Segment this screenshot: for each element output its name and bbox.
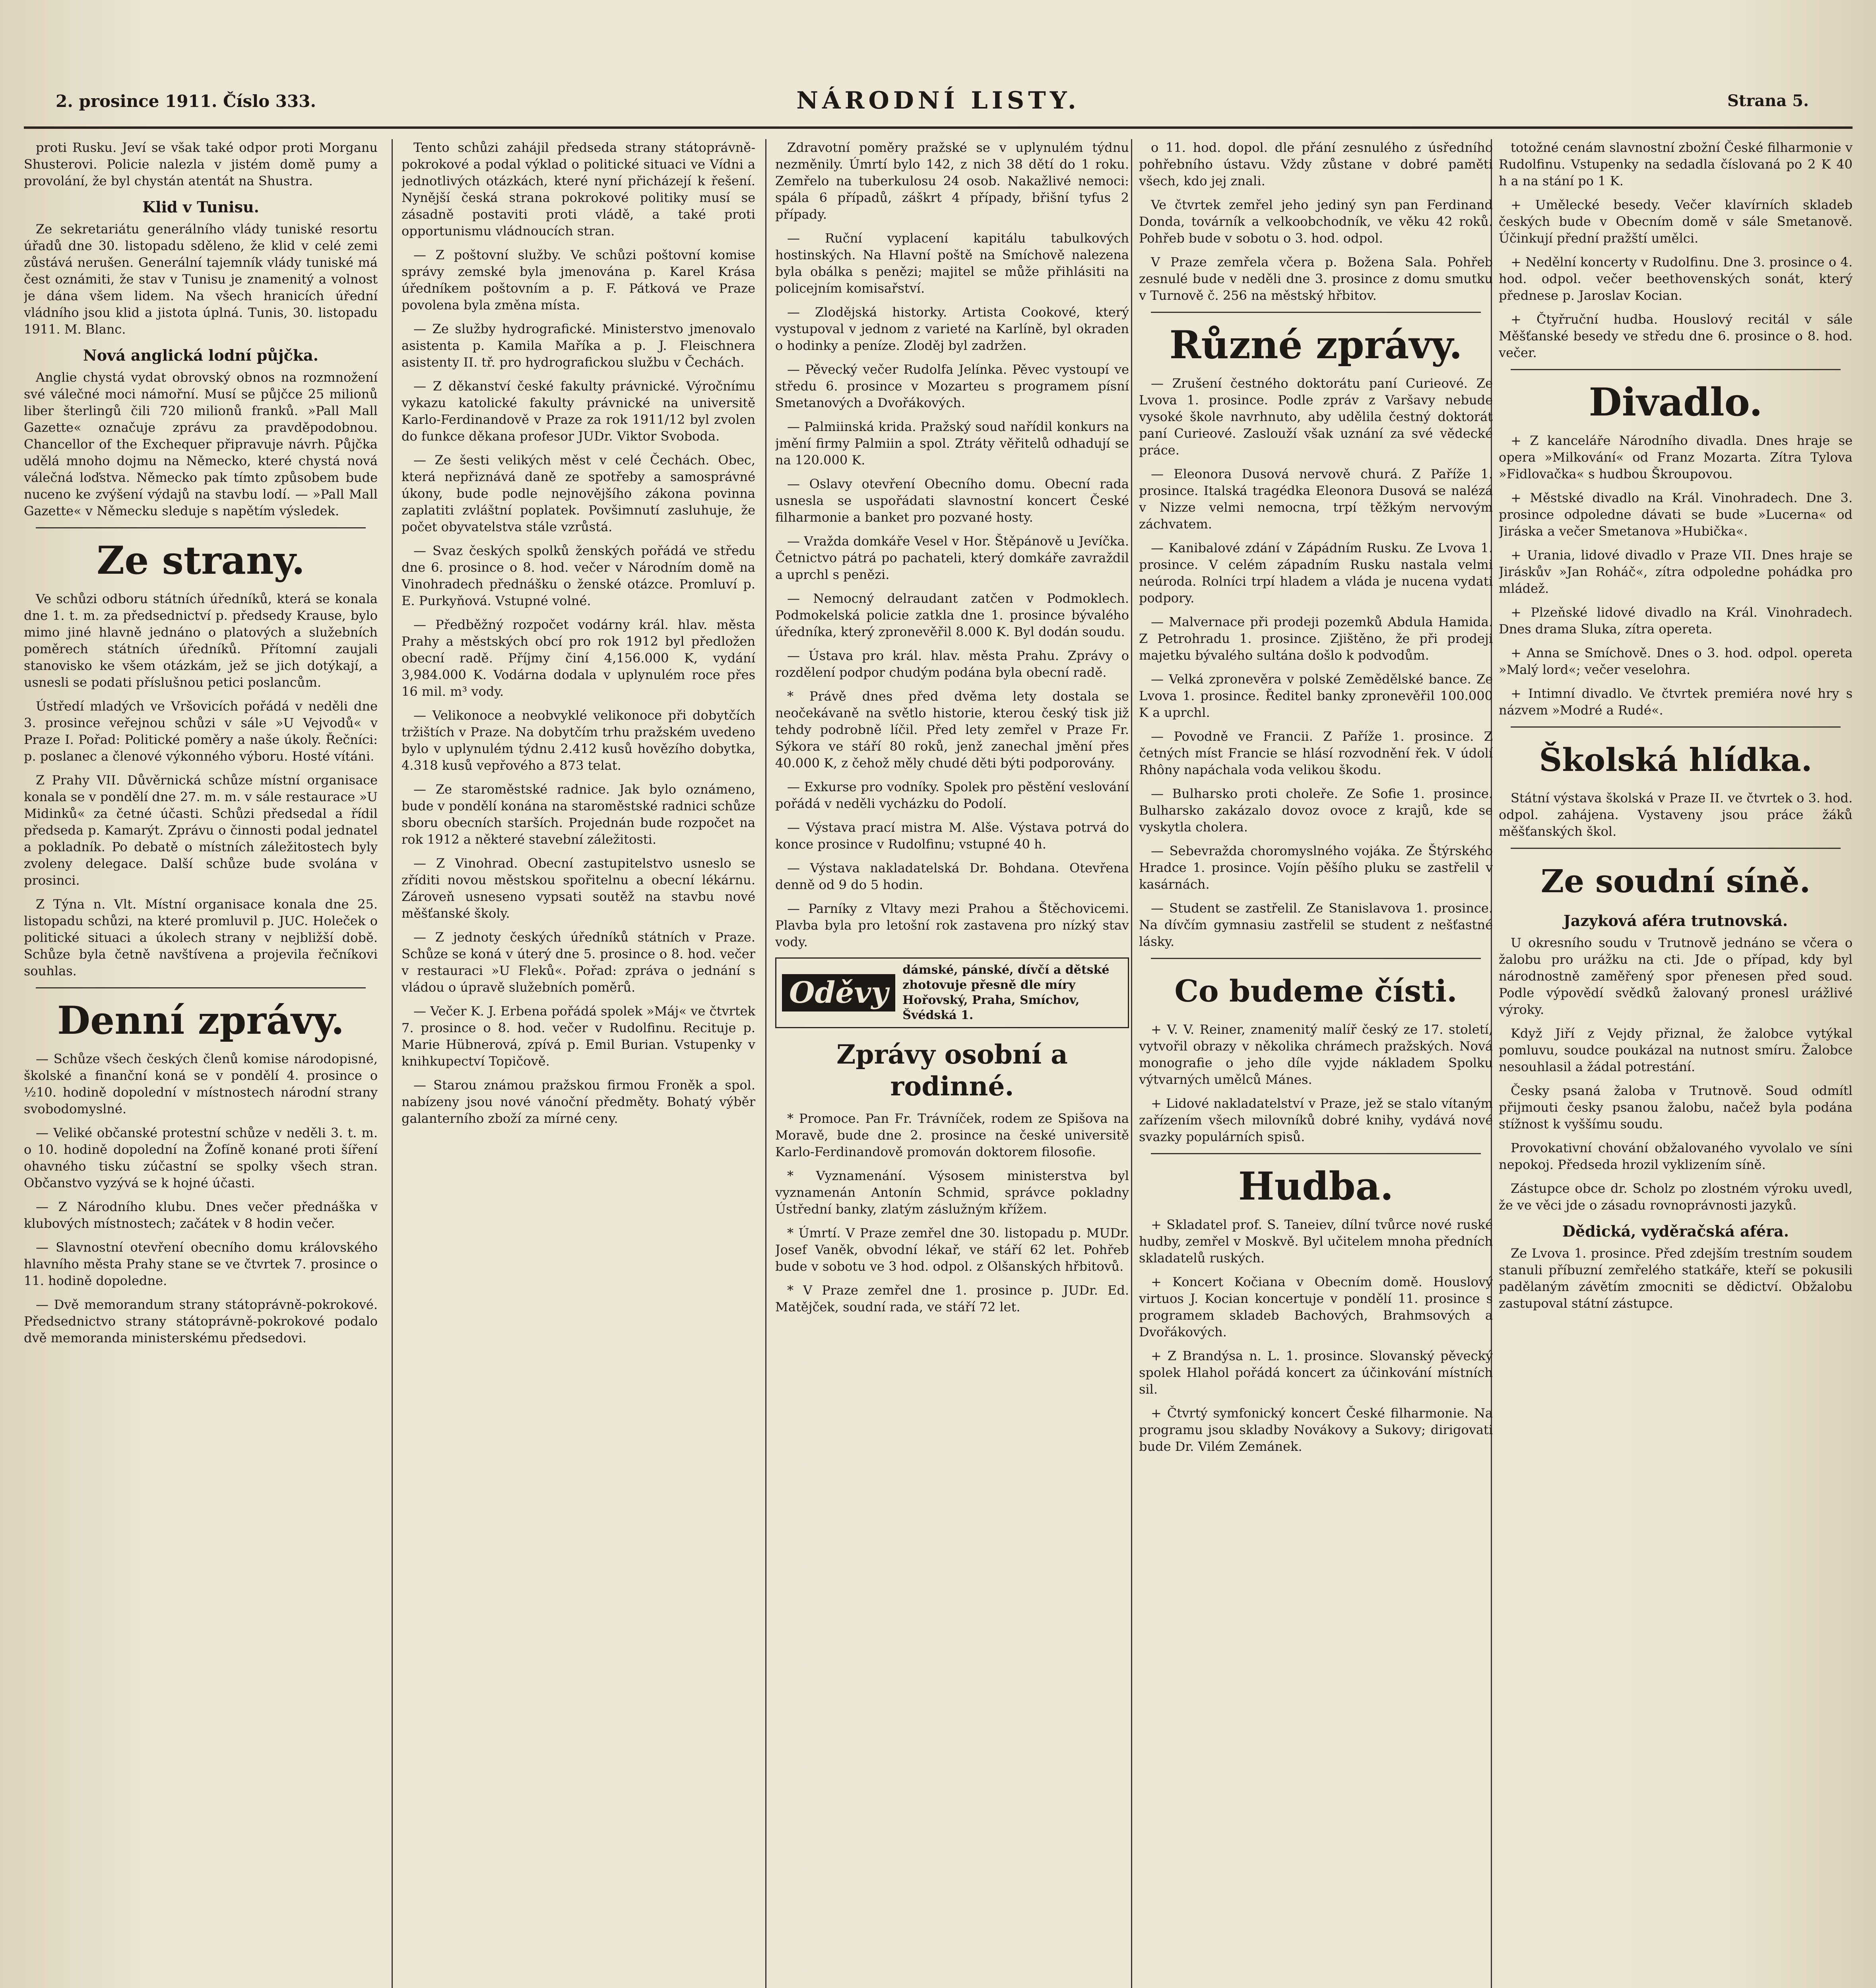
- article-paragraph: Ústředí mladých ve Vršovicích pořádá v neděli dne 3. prosince veřejnou schůzi v sále »U Vejvodů« v Praze I. Pořad: Politické poměry a naše úkoly. Řečníci: p. poslanec a členové výkonného výboru. Hosté vítáni.: [24, 699, 378, 764]
- article-paragraph: Zástupce obce dr. Scholz po zlostném výroku uvedl, že ve věci jde o zásadu rovnoprávnosti jazyků.: [1499, 1181, 1853, 1213]
- article-paragraph: — Večer K. J. Erbena pořádá spolek »Máj« ve čtvrtek 7. prosince o 8. hod. večer v Rudolfinu. Recituje p. Marie Hübnerová, zpívá p. Emil Burian. Vstupenky v knihkupectví Topičově.: [402, 1004, 755, 1069]
- section-heading: Hudba.: [1238, 1164, 1394, 1209]
- section-heading: Co budeme čísti.: [1174, 973, 1457, 1009]
- article-paragraph: — Malvernace při prodeji pozemků Abdula Hamida. Z Petrohradu 1. prosince. Zjištěno, že při prodeji majetku bývalého sultána došlo k podvodům.: [1139, 614, 1493, 663]
- article-paragraph: + Koncert Kočiana v Obecním domě. Houslový virtuos J. Kocian koncertuje v pondělí 11. prosince s programem skladeb Bachových, Brahmsových a Dvořákových.: [1139, 1274, 1493, 1340]
- article-paragraph: Ze Lvova 1. prosince. Před zdejším trestním soudem stanuli příbuzní zemřelého statkáře, kteří se pokusili padělaným závětím zmocniti se dědictví. Obžalobu zastupoval státní zástupce.: [1499, 1246, 1853, 1311]
- column-divider: [392, 139, 393, 1988]
- advertisement-text: dámské, pánské, dívčí a dětské zhotovuje přesně dle míry Hořovský, Praha, Smíchov, Švédská 1.: [902, 963, 1110, 1022]
- article-paragraph: — Velká zpronevěra v polské Zemědělské bance. Ze Lvova 1. prosince. Ředitel banky zpronevěřil 100.000 K a uprchl.: [1139, 672, 1493, 720]
- article-paragraph: + Z kanceláře Národního divadla. Dnes hraje se opera »Milkování« od Franz Mozarta. Zítra Tylova »Fidlovačka« s hudbou Škroupovou.: [1499, 433, 1853, 481]
- section-divider: [1511, 369, 1841, 370]
- article-paragraph: — Z Národního klubu. Dnes večer přednáška v klubových místnostech; začátek v 8 hodin večer.: [24, 1199, 378, 1231]
- article-paragraph: + Umělecké besedy. Večer klavírních skladeb českých bude v Obecním domě v sále Smetanově. Účinkují přední pražští umělci.: [1499, 197, 1853, 246]
- article-paragraph: Zdravotní poměry pražské se v uplynulém týdnu nezměnily. Úmrtí bylo 142, z nich 38 dětí do 1 roku. Zemřelo na tuberkulosu 24 osob. Nakažlivé nemoci: spála 6 případů, záškrt 4 případy, břišní tyfus 2 případy.: [775, 140, 1129, 222]
- masthead-rule: [24, 126, 1853, 129]
- article-paragraph: — Z poštovní služby. Ve schůzi poštovní komise správy zemské byla jmenována p. Karel Krása úředníkem poštovním a p. F. Pátková ve Praze povolena byla změna místa.: [402, 247, 755, 313]
- article-paragraph: + Plzeňské lidové divadlo na Král. Vinohradech. Dnes drama Sluka, zítra opereta.: [1499, 605, 1853, 637]
- article-paragraph: — Povodně ve Francii. Z Paříže 1. prosince. Z četných míst Francie se hlásí rozvodnění řek. V údolí Rhôny napáchala voda velikou škodu.: [1139, 729, 1493, 777]
- article-paragraph: — Svaz českých spolků ženských pořádá ve středu dne 6. prosince o 8. hod. večer v Národním domě na Vinohradech přednášku o ženské otázce. Promluví p. E. Purkyňová. Vstupné volné.: [402, 543, 755, 608]
- article-paragraph: + Nedělní koncerty v Rudolfinu. Dne 3. prosince o 4. hod. odpol. večer beethovenských sonát, který přednese p. Jaroslav Kocian.: [1499, 254, 1853, 303]
- article-paragraph: — Zrušení čestného doktorátu paní Curieové. Ze Lvova 1. prosince. Podle zpráv z Varšavy nebude vysoké škole navrhnuto, aby udělila čestný doktorát paní Curieové. Zaslouží však uznání za své vědecké práce.: [1139, 376, 1493, 458]
- article-paragraph: — Výstava nakladatelská Dr. Bohdana. Otevřena denně od 9 do 5 hodin.: [775, 860, 1129, 892]
- article-paragraph: + Čtvrtý symfonický koncert České filharmonie. Na programu jsou skladby Novákovy a Sukovy; dirigovati bude Dr. Vilém Zemánek.: [1139, 1406, 1493, 1454]
- article-paragraph: totožné cenám slavnostní zbožní České filharmonie v Rudolfinu. Vstupenky na sedadla číslovaná po 2 K 40 h a na stání po 1 K.: [1499, 140, 1853, 188]
- section-heading: Ze soudní síně.: [1540, 862, 1811, 900]
- column-5: [1499, 139, 1853, 1988]
- article-paragraph: * Právě dnes před dvěma lety dostala se neočekávaně na světlo historie, kterou český tisk již tehdy podrobně líčil. Před lety zemřel v Praze Fr. Sýkora ve stáří 80 roků, jenž zanechal jmění přes 40.000 K, z čehož měly chudé děti býti podporovány.: [775, 689, 1129, 771]
- article-paragraph: — Dvě memorandum strany státoprávně-pokrokové. Předsednictvo strany státoprávně-pokrokové podalo dvě memoranda ministerskému předsedovi.: [24, 1297, 378, 1345]
- article-paragraph: Z Prahy VII. Důvěrnická schůze místní organisace konala se v pondělí dne 27. m. m. v sále restaurace »U Midinků« za četné účasti. Schůzi předsedal a řídil předseda p. Kamarýt. Zprávu o činnosti podal jednatel a pokladník. Po debatě o místních záležitostech byly zvoleny delegace. Další schůze bude svolána v prosinci.: [24, 773, 378, 888]
- section-divider: [36, 527, 366, 528]
- article-paragraph: — Z jednoty českých úředníků státních v Praze. Schůze se koná v úterý dne 5. prosince o 8. hod. večer v restauraci »U Fleků«. Pořad: zpráva o jednání s vládou o úpravě služebních poměrů.: [402, 930, 755, 995]
- article-paragraph: proti Rusku. Jeví se však také odpor proti Morganu Shusterovi. Policie nalezla v jistém domě pumy a provolání, že byl chystán atentát na Shustra.: [24, 140, 378, 188]
- article-paragraph: * V Praze zemřel dne 1. prosince p. JUDr. Ed. Matějček, soudní rada, ve stáří 72 let.: [775, 1283, 1129, 1314]
- section-divider: [1511, 848, 1841, 849]
- column-divider: [765, 139, 766, 1988]
- article-heading: Klid v Tunisu.: [142, 198, 259, 216]
- article-paragraph: — Nemocný delraudant zatčen v Podmoklech. Podmokelská policie zatkla dne 1. prosince bývalého úředníka, který zpronevěřil 8.000 K. Byl dodán soudu.: [775, 591, 1129, 639]
- article-paragraph: — Kanibalové zdání v Zápádním Rusku. Ze Lvova 1. prosince. V celém západním Rusku nastala velmi neúroda. Rolníci trpí hladem a vláda je nucena vydati podpory.: [1139, 540, 1493, 606]
- section-heading: Různé zprávy.: [1169, 322, 1463, 367]
- article-paragraph: — Z Vinohrad. Obecní zastupitelstvo usneslo se zříditi novou městskou spořitelnu a obecní lékárnu. Zároveň usneseno vypsati soutěž na stavbu nové měšťanské školy.: [402, 856, 755, 921]
- article-paragraph: Když Jiří z Vejdy přiznal, že žalobce vytýkal pomluvu, soudce poukázal na nutnost smíru. Žalobce nesouhlasil a žádal potrestání.: [1499, 1026, 1853, 1074]
- article-paragraph: U okresního soudu v Trutnově jednáno se včera o žalobu pro urážku na cti. Jde o případ, kdy byl národnostně zaměřený spor přenesen před soud. Podle výpovědí svědků žalovaný pronesl urážlivé výroky.: [1499, 935, 1853, 1017]
- article-paragraph: Ve schůzi odboru státních úředníků, která se konala dne 1. t. m. za předsednictví p. předsedy Krause, bylo mimo jiné hlavně jednáno o platových a služebních poměrech státních úředníků. Přítomní zaujali stanovisko ke všem otázkám, jež se jich dotýkají, a usnesli se podati příslušnou petici poslancům.: [24, 591, 378, 690]
- article-paragraph: — Bulharsko proti choleře. Ze Sofie 1. prosince. Bulharsko zakázalo dovoz ovoce z krajů, kde se vyskytla cholera.: [1139, 786, 1493, 835]
- article-paragraph: — Schůze všech českých členů komise národopisné, školské a finanční koná se v pondělí 4. prosince o ½10. hodině dopolední v místnostech národní strany svobodomyslné.: [24, 1051, 378, 1116]
- page-number: Strana 5.: [1727, 91, 1809, 110]
- article-paragraph: Státní výstava školská v Praze II. ve čtvrtek o 3. hod. odpol. zahájena. Vystaveny jsou práce žáků měšťanských škol.: [1499, 790, 1853, 839]
- masthead: [24, 87, 1853, 119]
- article-paragraph: o 11. hod. dopol. dle přání zesnulého z úsředního pohřebního ústavu. Vždy zůstane v dobré paměti všech, kdo jej znali.: [1139, 140, 1493, 188]
- article-paragraph: — Veliké občanské protestní schůze v neděli 3. t. m. o 10. hodině dopolední na Žofíně konané proti šíření ohavného tisku zúčastní se spolky všech stran. Občanstvo vyzývá se k hojné účasti.: [24, 1125, 378, 1190]
- article-paragraph: + Z Brandýsa n. L. 1. prosince. Slovanský pěvecký spolek Hlahol pořádá koncert za účinkování místních sil.: [1139, 1348, 1493, 1397]
- article-paragraph: Z Týna n. Vlt. Místní organisace konala dne 25. listopadu schůzi, na které promluvil p. JUC. Holeček o politické situaci a úkolech strany v nejbližší době. Schůze byla četně navštívena a projevila řečníkovi souhlas.: [24, 897, 378, 978]
- article-paragraph: V Praze zemřela včera p. Božena Sala. Pohřeb zesnulé bude v neděli dne 3. prosince z domu smutku v Turnově č. 256 na městský hřbitov.: [1139, 254, 1493, 303]
- section-heading: Denní zprávy.: [57, 998, 345, 1043]
- article-paragraph: + Anna se Smíchově. Dnes o 3. hod. odpol. opereta »Malý lord«; večer veselohra.: [1499, 645, 1853, 677]
- article-paragraph: — Sebevražda choromyslného vojáka. Ze Štýrského Hradce 1. prosince. Vojín pěšího pluku se zastřelil v kasárnách.: [1139, 843, 1493, 892]
- article-paragraph: + Městské divadlo na Král. Vinohradech. Dne 3. prosince odpoledne dávati se bude »Lucerna« od Jiráska a večer Smetanova »Hubička«.: [1499, 490, 1853, 539]
- advertisement-logo: Oděvy: [782, 974, 895, 1011]
- article-paragraph: — Ze služby hydrografické. Ministerstvo jmenovalo asistenta p. Kamila Maříka a p. J. Fleischnera asistenty II. tř. pro hydrografickou službu v Čechách.: [402, 321, 755, 370]
- article-paragraph: * Promoce. Pan Fr. Trávníček, rodem ze Spišova na Moravě, bude dne 2. prosince na české universitě Karlo-Ferdinandově promován doktorem filosofie.: [775, 1111, 1129, 1159]
- article-paragraph: — Předběžný rozpočet vodárny král. hlav. města Prahy a městských obcí pro rok 1912 byl předložen obecní radě. Příjmy činí 4,156.000 K, vydání 3,984.000 K. Vodárna dodala v uplynulém roce přes 16 mil. m³ vody.: [402, 617, 755, 699]
- article-paragraph: — Parníky z Vltavy mezi Prahou a Štěchovicemi. Plavba byla pro letošní rok zastavena pro nízký stav vody.: [775, 901, 1129, 949]
- article-paragraph: * Vyznamenání. Výsosem ministerstva byl vyznamenán Antonín Schmid, správce pokladny Ústřední banky, zlatým záslužným křížem.: [775, 1168, 1129, 1217]
- article-paragraph: Anglie chystá vydat obrovský obnos na rozmnožení své válečné moci námořní. Musí se půjčce 25 milionů liber šterlingů čili 720 milionů franků. »Pall Mall Gazette« označuje zprávu za pravděpodobnou. Chancellor of the Exchequer připravuje návrh. Půjčka udělá mnoho dojmu na Německo, které chystá nová válečná loďstva. Německo pak tímto způsobem bude nuceno ke zvýšení výdajů na stavbu lodí. — »Pall Mall Gazette« v Německu sleduje s napětím výsledek.: [24, 370, 378, 518]
- article-paragraph: — Ze staroměstské radnice. Jak bylo oznámeno, bude v pondělí konána na staroměstské radnici schůze sboru obecních starších. Projednán bude rozpočet na rok 1912 a některé stavební záležitosti.: [402, 782, 755, 847]
- article-paragraph: — Palmiinská krida. Pražský soud nařídil konkurs na jmění firmy Palmiin a spol. Ztráty věřitelů odhadují se na 120.000 K.: [775, 419, 1129, 468]
- section-divider: [1511, 726, 1841, 728]
- column-4: [1139, 139, 1493, 1988]
- article-paragraph: + Intimní divadlo. Ve čtvrtek premiéra nové hry s názvem »Modré a Rudé«.: [1499, 686, 1853, 718]
- article-paragraph: — Student se zastřelil. Ze Stanislavova 1. prosince. Na dívčím gymnasiu zastřelil se student z nešťastné lásky.: [1139, 901, 1493, 949]
- article-paragraph: — Zlodějská historky. Artista Cookové, který vystupoval v jednom z varieté na Karlíně, byl okraden o hodinky a peníze. Zloděj byl zadržen.: [775, 305, 1129, 353]
- section-heading: Zprávy osobní a rodinné.: [836, 1039, 1068, 1102]
- article-paragraph: + Lidové nakladatelství v Praze, jež se stalo vítaným zařízením všech milovníků dobré knihy, vydává nové svazky populárních spisů.: [1139, 1096, 1493, 1144]
- article-paragraph: + Skladatel prof. S. Taneiev, dílní tvůrce nové ruské hudby, zemřel v Moskvě. Byl učitelem mnoha předních skladatelů ruských.: [1139, 1217, 1493, 1266]
- article-paragraph: — Exkurse pro vodníky. Spolek pro pěstění veslování pořádá v neděli vycházku do Podolí.: [775, 779, 1129, 811]
- section-divider: [1151, 312, 1481, 313]
- article-paragraph: — Pěvecký večer Rudolfa Jelínka. Pěvec vystoupí ve středu 6. prosince v Mozarteu s programem písní Smetanových a Dvořákových.: [775, 362, 1129, 410]
- article-paragraph: + V. V. Reiner, znamenitý malíř český ze 17. století, vytvořil obrazy v několika chrámech pražských. Nová monografie o jeho díle vyjde nákladem Spolku výtvarných umělců Mánes.: [1139, 1022, 1493, 1087]
- article-paragraph: — Z děkanství české fakulty právnické. Výročnímu vykazu katolické fakulty právnické na universitě Karlo-Ferdinandově v Praze za rok 1911/12 byl zvolen do funkce děkana profesor JUDr. Viktor Svoboda.: [402, 379, 755, 444]
- column-2: [402, 139, 755, 1988]
- article-paragraph: — Ze šesti velikých měst v celé Čechách. Obec, která nepřiznává daně ze spotřeby a samosprávné úkony, bude podle nejnovějšího zákona povinna zaplatiti zvláštní poplatek. Povšimnutí zasluhuje, že počet obyvatelstva stále vzrůstá.: [402, 452, 755, 534]
- article-paragraph: — Vražda domkáře Vesel v Hor. Štěpánově u Jevíčka. Četnictvo pátrá po pachateli, který domkáře zavraždil a uprchl s penězi.: [775, 534, 1129, 582]
- article-heading: Nová anglická lodní půjčka.: [83, 346, 318, 364]
- article-paragraph: + Čtyřruční hudba. Houslový recitál v sále Měšťanské besedy ve středu dne 6. prosince o 8. hod. večer.: [1499, 312, 1853, 360]
- article-paragraph: Česky psaná žaloba v Trutnově. Soud odmítl přijmouti česky psanou žalobu, načež byla podána stížnost k vyššímu soudu.: [1499, 1083, 1853, 1132]
- column-3: [775, 139, 1129, 1988]
- article-paragraph: — Eleonora Dusová nervově churá. Z Paříže 1. prosince. Italská tragédka Eleonora Dusová se nalézá v Nizze velmi nemocna, trpí těžkým nervovým záchvatem.: [1139, 466, 1493, 532]
- article-paragraph: Ve čtvrtek zemřel jeho jediný syn pan Ferdinand Donda, továrník a velkoobchodník, ve věku 42 roků. Pohřeb bude v sobotu o 3. hod. odpol.: [1139, 197, 1493, 246]
- section-heading: Divadlo.: [1589, 380, 1763, 425]
- section-divider: [1151, 958, 1481, 959]
- advertisement: [775, 957, 1129, 1028]
- issue-date: 2. prosince 1911. Číslo 333.: [56, 91, 316, 111]
- article-paragraph: — Ruční vyplacení kapitálu tabulkových hostinských. Na Hlavní poště na Smíchově nalezena byla obálka s penězi; majitel se může přihlásiti na policejním komisařství.: [775, 231, 1129, 296]
- article-paragraph: — Výstava prací mistra M. Alše. Výstava potrvá do konce prosince v Rudolfinu; vstupné 40 h.: [775, 820, 1129, 852]
- article-paragraph: Tento schůzi zahájil předseda strany státoprávně-pokrokové a podal výklad o politické situaci ve Vídni a jednotlivých otázkách, které nyní přicházejí k řešení. Nynější česká strana pokrokové politiky musí se zásadně postaviti proti vládě, a také proti opportunismu vládnoucích stran.: [402, 140, 755, 239]
- article-paragraph: — Velikonoce a neobvyklé velikonoce při dobytčích tržištích v Praze. Na dobytčím trhu pražském uvedeno bylo v uplynulém týdnu 2.412 kusů hovězího dobytka, 4.318 kusů vepřového a 873 telat.: [402, 708, 755, 773]
- article-paragraph: Ze sekretariátu generálního vlády tuniské resortu úřadů dne 30. listopadu sděleno, že klid v celé zemi zůstává nerušen. Generální tajemník vlády tuniské má čest oznámiti, že stav v Tunisu je znamenitý a volnost je dána všem lidem. Na všech hranicích úřední vládního jsou klid a jistota úplná. Tunis, 30. listopadu 1911. M. Blanc.: [24, 221, 378, 337]
- section-heading: Školská hlídka.: [1539, 741, 1812, 779]
- article-paragraph: + Urania, lidové divadlo v Praze VII. Dnes hraje se Jiráskův »Jan Roháč«, zítra odpoledne pohádka pro mládež.: [1499, 547, 1853, 596]
- section-heading: Ze strany.: [97, 538, 305, 583]
- article-paragraph: — Oslavy otevření Obecního domu. Obecní rada usnesla se uspořádati slavnostní koncert České filharmonie a banket pro pozvané hosty.: [775, 476, 1129, 525]
- column-divider: [1131, 139, 1132, 1988]
- article-paragraph: * Úmrtí. V Praze zemřel dne 30. listopadu p. MUDr. Josef Vaněk, obvodní lékař, ve stáří 62 let. Pohřeb bude v sobotu ve 3 hod. odpol. z Olšanských hřbitovů.: [775, 1225, 1129, 1274]
- article-heading: Dědická, vyděračská aféra.: [1562, 1222, 1789, 1240]
- article-paragraph: Provokativní chování obžalovaného vyvolalo ve síni nepokoj. Předseda hrozil vyklizením síně.: [1499, 1140, 1853, 1172]
- article-paragraph: — Slavnostní otevření obecního domu královského hlavního města Prahy stane se ve čtvrtek 7. prosince o 11. hodině dopoledne.: [24, 1240, 378, 1288]
- article-paragraph: — Ústava pro král. hlav. města Prahu. Zprávy o rozdělení podpor chudým podána byla obecní radě.: [775, 648, 1129, 680]
- article-heading: Jazyková aféra trutnovská.: [1563, 912, 1788, 930]
- article-paragraph: — Starou známou pražskou firmou Froněk a spol. nabízeny jsou nové vánoční předměty. Bohatý výběr galanterního zboží za mírné ceny.: [402, 1077, 755, 1126]
- column-1: [24, 139, 378, 1988]
- section-divider: [1151, 1153, 1481, 1154]
- newspaper-title: NÁRODNÍ LISTY.: [796, 87, 1080, 115]
- section-divider: [36, 987, 366, 988]
